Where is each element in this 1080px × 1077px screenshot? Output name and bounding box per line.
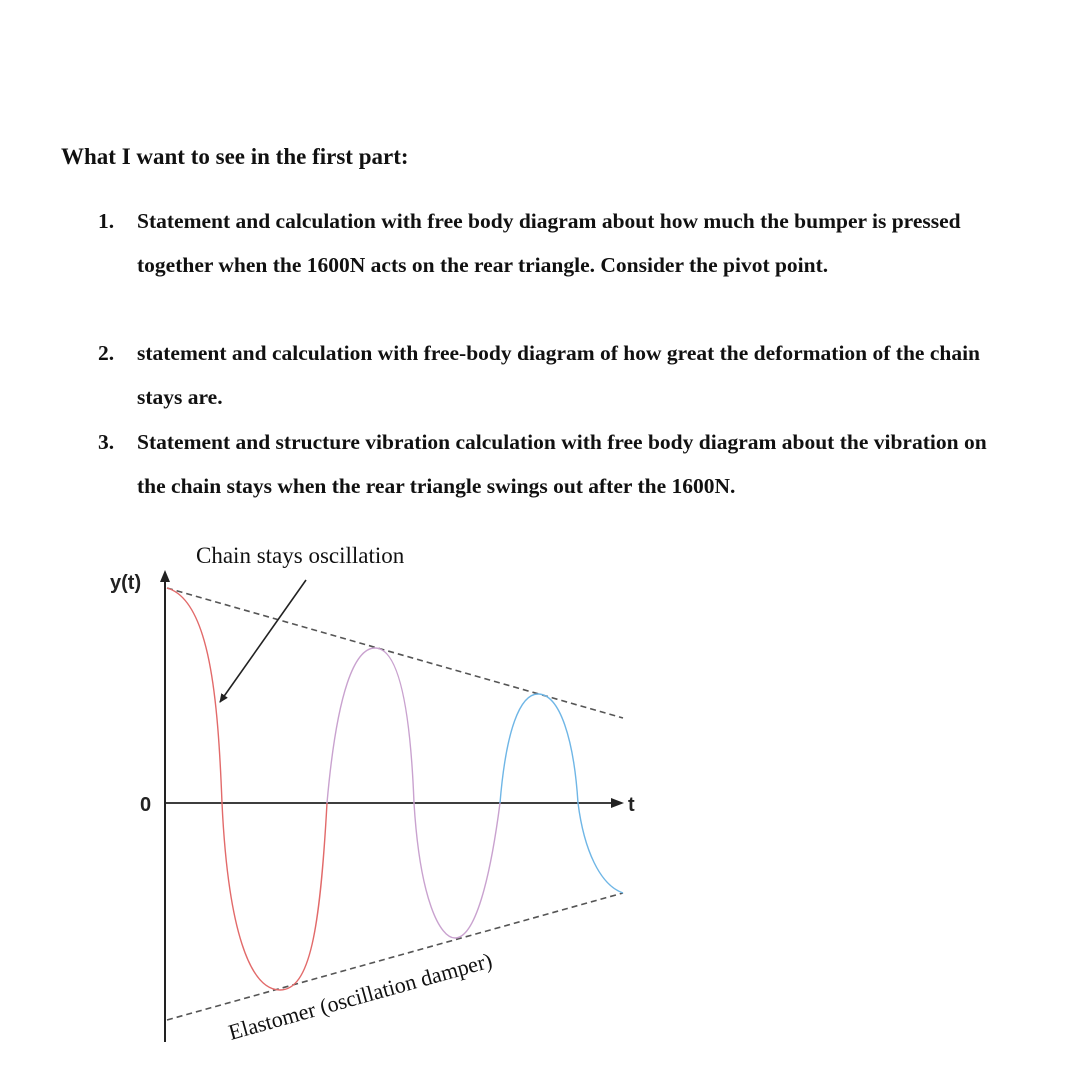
y-axis-arrow-icon: [160, 570, 170, 582]
origin-label: 0: [140, 794, 152, 816]
oscillation-callout-label: Chain stays oscillation: [196, 543, 405, 568]
section-heading: What I want to see in the first part:: [61, 144, 409, 169]
upper-envelope-line: [167, 588, 623, 718]
oscillation-curve-segment-2: [327, 648, 500, 938]
x-axis-arrow-icon: [611, 798, 624, 808]
damper-callout-label: Elastomer (oscillation damper): [225, 947, 495, 1045]
callout-arrow: [220, 580, 306, 702]
x-axis-label: t: [628, 794, 635, 816]
list-item-number: 1.: [98, 209, 115, 233]
oscillation-curve-segment-3: [500, 694, 623, 893]
list-item-text: Statement and calculation with free body diagram about how much the bumper is pressed together when the 1600N acts on the rear triangle. Consider the pivot point.: [137, 209, 961, 277]
lower-envelope-line: [167, 893, 623, 1020]
y-axis-label: y(t): [110, 572, 142, 594]
list-item-text: Statement and structure vibration calculation with free body diagram about the vibration on the chain stays when the rear triangle swings out after the 1600N.: [137, 430, 987, 498]
list-item-text: statement and calculation with free-body diagram of how great the deformation of the chain stays are.: [137, 341, 981, 409]
list-item-number: 3.: [98, 430, 115, 454]
list-item-number: 2.: [98, 341, 115, 365]
oscillation-curve-segment-1: [167, 588, 327, 990]
